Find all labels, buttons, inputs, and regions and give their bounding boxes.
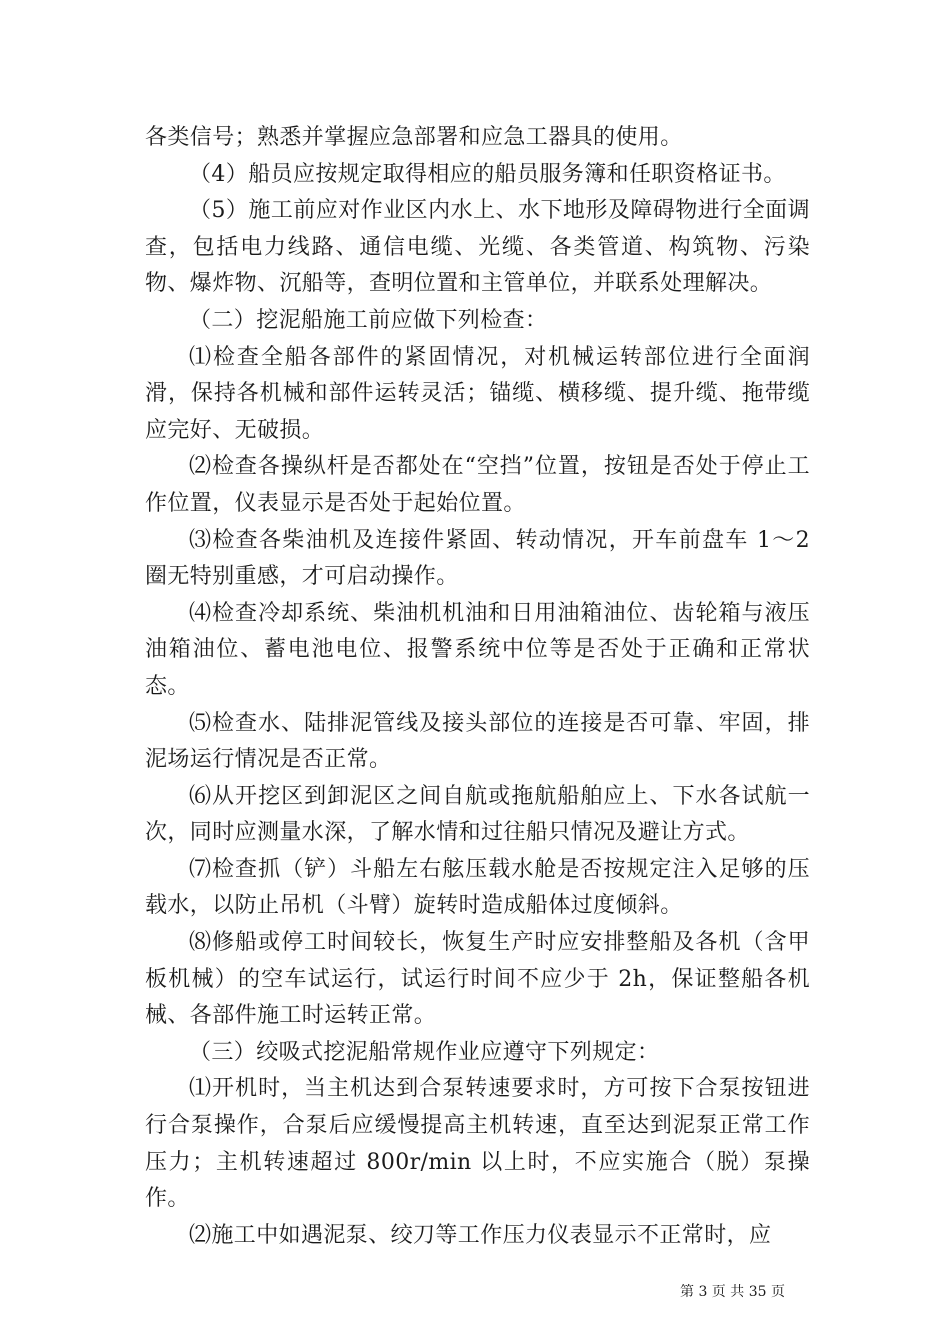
paragraph: ⑵检查各操纵杆是否都处在“空挡”位置，按钮是否处于停止工作位置，仪表显示是否处于起始位置。: [145, 454, 810, 516]
paragraph: 各类信号；熟悉并掌握应急部署和应急工器具的使用。: [145, 125, 683, 150]
paragraph: ⑹从开挖区到卸泥区之间自航或拖航船舶应上、下水各试航一次，同时应测量水深，了解水情和过往船只情况及避让方式。: [145, 783, 810, 846]
paragraph: ⑵施工中如遇泥泵、绞刀等工作压力仪表显示不正常时，应: [189, 1222, 772, 1248]
paragraph: ⑺检查抓（铲）斗船左右舷压载水舱是否按规定注入足够的压载水，以防止吊机（斗臂）旋转时造成船体过度倾斜。: [145, 856, 810, 919]
section-heading: （三）绞吸式挖泥船常规作业应遵守下列规定：: [189, 1039, 660, 1065]
paragraph: ⑶检查各柴油机及连接件紧固、转动情况，开车前盘车 1～2 圈无特别重感，才可启动操作。: [145, 527, 810, 590]
section-heading: （二）挖泥船施工前应做下列检查：: [189, 307, 548, 333]
paragraph: ⑴开机时，当主机达到合泵转速要求时，方可按下合泵按钮进行合泵操作，合泵后应缓慢提高主机转速，直至达到泥泵正常工作压力；主机转速超过 800r/min 以上时，不应实施合（脱）泵操作。: [145, 1076, 810, 1212]
page-number: 第 3 页 共 35 页: [680, 1284, 785, 1300]
paragraph: （4）船员应按规定取得相应的船员服务簿和任职资格证书。: [189, 161, 786, 187]
paragraph: ⑷检查冷却系统、柴油机机油和日用油箱油位、齿轮箱与液压油箱油位、蓄电池电位、报警系统中位等是否处于正确和正常状态。: [145, 600, 810, 699]
document-body: [145, 120, 810, 1254]
paragraph: （5）施工前应对作业区内水上、水下地形及障碍物进行全面调查，包括电力线路、通信电缆、光缆、各类管道、构筑物、污染物、爆炸物、沉船等，查明位置和主管单位，并联系处理解决。: [145, 198, 810, 297]
paragraph: ⑴检查全船各部件的紧固情况，对机械运转部位进行全面润滑，保持各机械和部件运转灵活；锚缆、横移缆、提升缆、拖带缆应完好、无破损。: [145, 344, 810, 443]
paragraph: ⑻修船或停工时间较长，恢复生产时应安排整船及各机（含甲板机械）的空车试运行，试运行时间不应少于 2h，保证整船各机械、各部件施工时运转正常。: [145, 930, 810, 1029]
paragraph: ⑸检查水、陆排泥管线及接头部位的连接是否可靠、牢固，排泥场运行情况是否正常。: [145, 710, 810, 773]
